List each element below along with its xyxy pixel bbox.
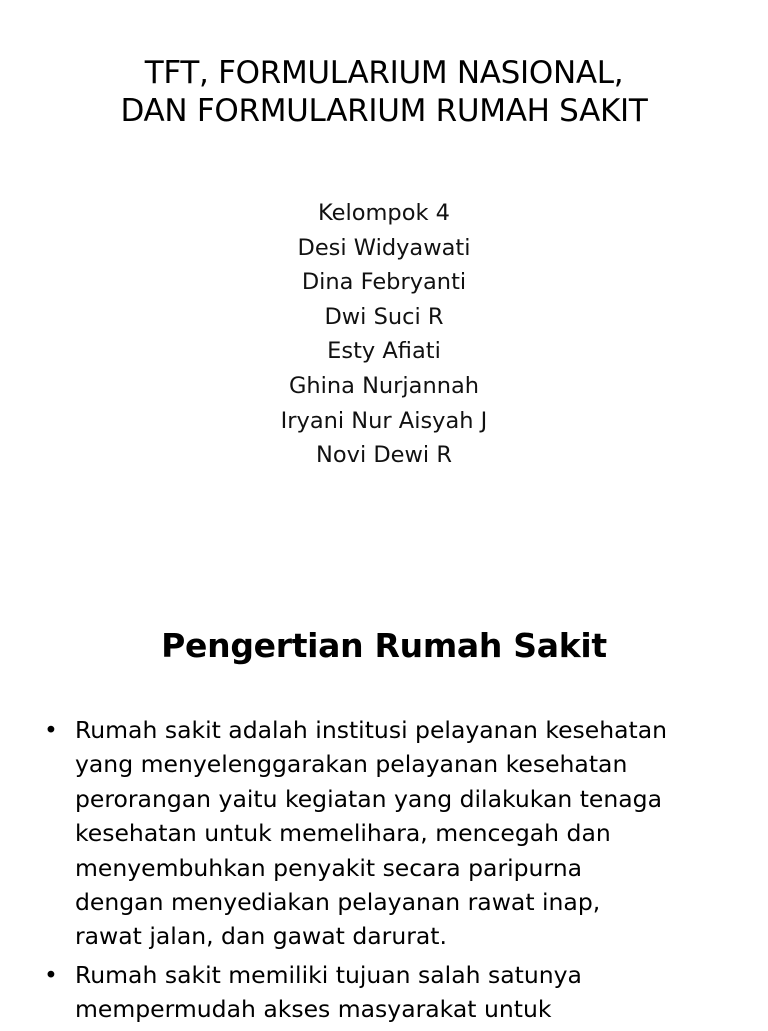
bullet-list [0, 713, 768, 1031]
member-name: Ghina Nurjannah [288, 372, 480, 399]
slide-definition [0, 560, 768, 1024]
bullet-text-line: mempermudah akses masyarakat untuk [75, 995, 552, 1024]
bullet-text-line: dengan menyediakan pelayanan rawat inap, [75, 888, 601, 917]
bullet-dot-icon: • [44, 716, 58, 744]
member-name: Desi Widyawati [297, 234, 471, 261]
group-label: Kelompok 4 [318, 200, 450, 226]
bullet-item [0, 958, 768, 1027]
bullet-text-line: rawat jalan, dan gawat darurat. [75, 922, 447, 951]
group-members [0, 196, 768, 473]
bullet-dot-icon: • [44, 960, 58, 989]
bullet-item [0, 713, 768, 954]
title-line-1: TFT, FORMULARIUM NASIONAL, [144, 55, 624, 91]
bullet-text-line: Rumah sakit adalah institusi pelayanan kesehatan [75, 716, 668, 744]
title-line-2: DAN FORMULARIUM RUMAH SAKIT [120, 93, 648, 129]
member-name: Dwi Suci R [324, 303, 444, 330]
bullet-text-line: perorangan yaitu kegiatan yang dilakukan tenaga [75, 784, 662, 813]
slide-heading: Pengertian Rumah Sakit [161, 626, 607, 665]
member-name: Iryani Nur Aisyah J [280, 407, 488, 434]
member-name: Esty Afiati [327, 338, 441, 365]
member-name: Novi Dewi R [316, 442, 452, 469]
bullet-text-line: Rumah sakit memiliki tujuan salah satunya [75, 960, 582, 989]
presentation-title [0, 54, 768, 130]
bullet-text-line: yang menyelenggarakan pelayanan kesehatan [75, 750, 628, 779]
bullet-text-line: menyembuhkan penyakit secara paripurna [75, 853, 582, 882]
member-name: Dina Febryanti [301, 269, 467, 296]
bullet-text-line: kesehatan untuk memelihara, mencegah dan [75, 819, 611, 848]
